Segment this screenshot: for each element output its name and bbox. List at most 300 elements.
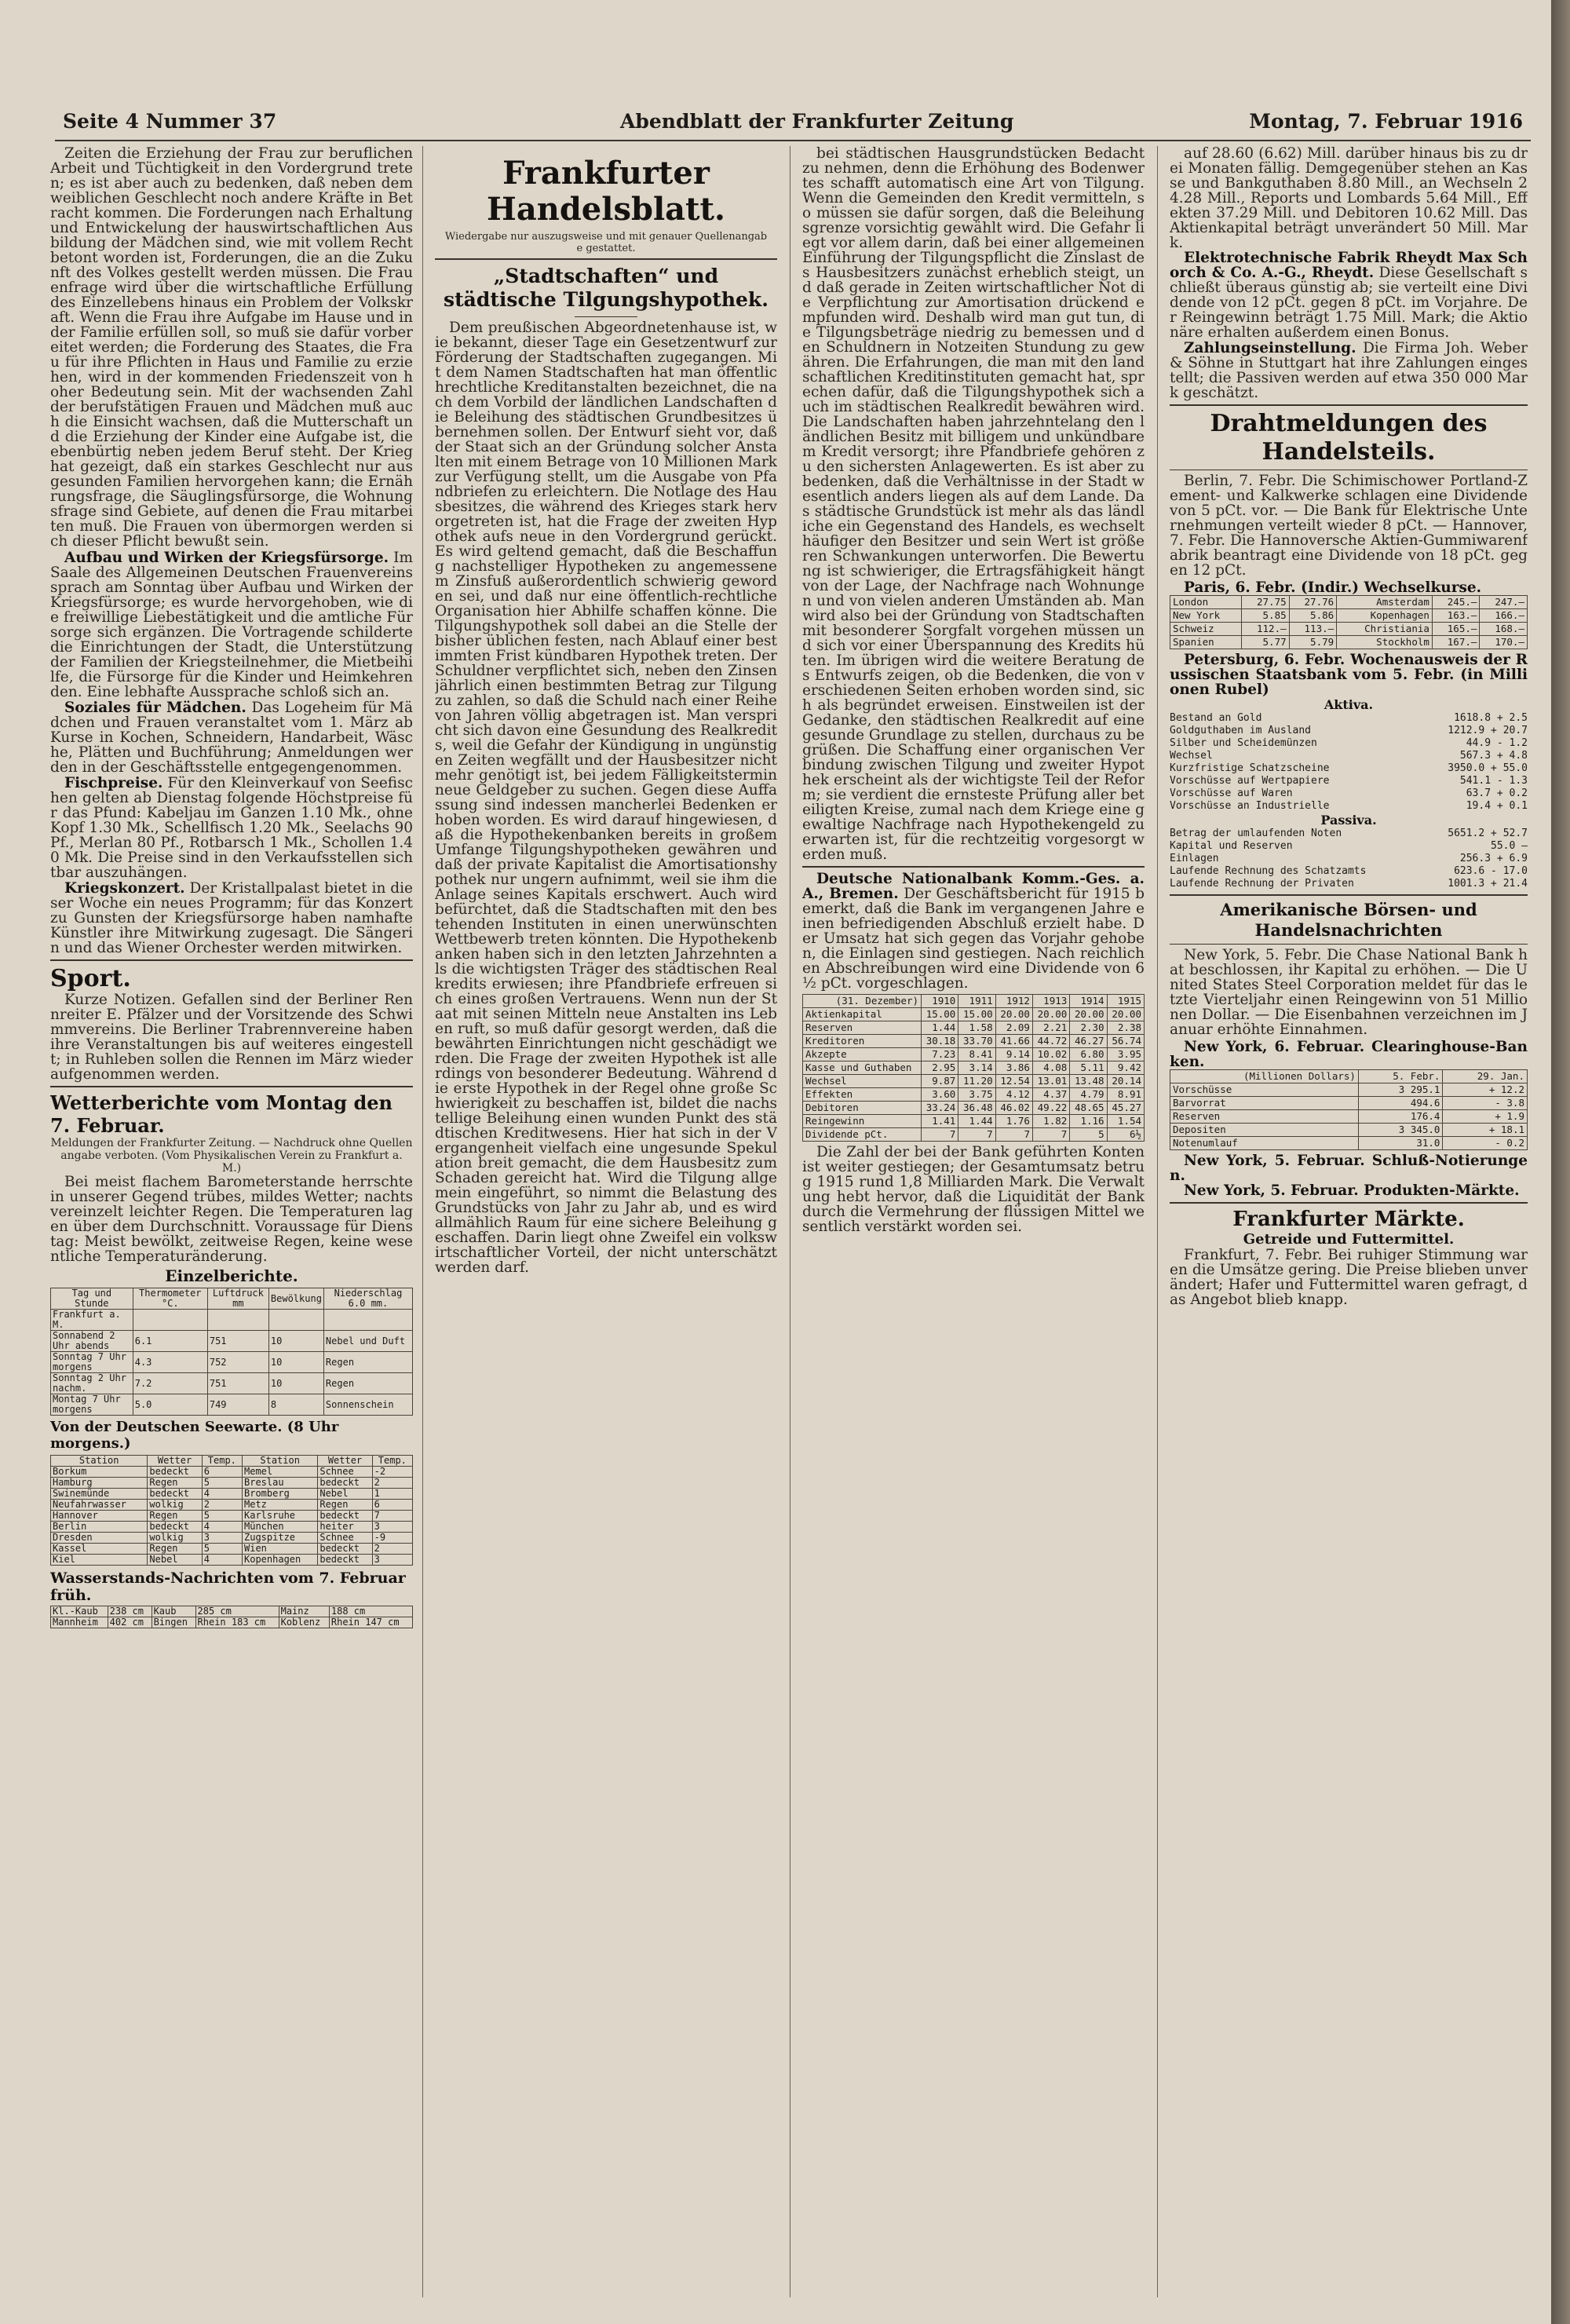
table-cell: Regen (148, 1478, 202, 1489)
divider (435, 258, 777, 260)
table-cell: Mannheim (51, 1617, 108, 1628)
table-cell: Mainz (279, 1606, 329, 1617)
item-values: 63.7 + 0.2 (1466, 787, 1528, 799)
column-1 (50, 146, 413, 2297)
drahtmeldungen-text: Berlin, 7. Febr. Die Schimischower Portland-Zement- und Kalkwerke schlagen eine Dividende von 5 pCt. vor. — Die Bank für Elektrische Unternehmungen verteilt wieder 8 pCt. — Hannover, 7. Febr. Die Hannoversche Aktien-Gummiwarenfabrik beantragt eine Dividende von 18 pCt. gegen 12 pCt. (1170, 473, 1528, 579)
item-label: Laufende Rechnung des Schatzamts (1170, 865, 1367, 877)
table-row (51, 1489, 413, 1500)
list-item (1170, 828, 1528, 840)
item-values: 5651.2 + 52.7 (1448, 828, 1528, 839)
divider (1170, 944, 1528, 945)
table-header-cell: (31. Dezember) (803, 995, 922, 1008)
table-row (1170, 1110, 1528, 1124)
table-cell: 27.76 (1289, 596, 1337, 609)
item-values: 3950.0 + 55.0 (1448, 762, 1528, 774)
table-cell: 188 cm (329, 1606, 412, 1617)
table-row (51, 1606, 413, 1617)
table-cell: 1.16 (1070, 1115, 1107, 1128)
table-cell: Reingewinn (803, 1115, 922, 1128)
list-item (1170, 840, 1528, 853)
table-cell: Stockholm (1337, 636, 1433, 649)
table-cell: Kassel (51, 1544, 148, 1555)
table-cell: 8 (268, 1394, 323, 1416)
table-cell: 7 (1032, 1128, 1069, 1142)
table-cell: 4.08 (1032, 1062, 1069, 1075)
table-cell: 2 (372, 1478, 412, 1489)
table-cell: Kl.-Kaub (51, 1606, 108, 1617)
table-row (1170, 1124, 1528, 1137)
table-cell: Kreditoren (803, 1035, 922, 1048)
clearing-table (1170, 1069, 1528, 1150)
table-cell: 5.0 (133, 1394, 207, 1416)
table-header-cell: 1911 (958, 995, 995, 1008)
article-stadtschaften: Dem preußischen Abgeordnetenhause ist, wie bekannt, dieser Tage ein Gesetzentwurf zur Förderung der Stadtschaften zugegangen. Mit dem Namen Stadtschaften hat man öffentlichrechtliche Kreditanstalten bezeichnet, die nach dem Vorbild der ländlichen Landschaften die Beleihung des städtischen Grundbesitzes übernehmen sollen. Der Entwurf sieht vor, daß der Staat sich an der Gründung solcher Anstalten mit einem Betrage von 10 Millionen Mark zur Verfügung stellt, um die Ausgabe von Pfandbriefen zu erleichtern. Die Notlage des Hausbesitzes, die während des Krieges stark hervorgetreten ist, hat die Frage der zweiten Hypothek aufs neue in den Vordergrund gerückt. Es wird geltend gemacht, daß die Beschaffung nachstelliger Hypotheken zu angemessenem Zinsfuß außerordentlich schwierig geworden sei, und daß nur eine öffentlich-rechtliche Organisation hier Abhilfe schaffen könne. Die Tilgungshypothek soll dabei an die Stelle der bisher üblichen festen, nach Ablauf einer bestimmten Frist kündbaren Hypothek treten. Der Schuldner verpflichtet sich, neben den Zinsen jährlich einen bestimmten Betrag zur Tilgung zu zahlen, so daß die Schuld nach einer Reihe von Jahren völlig abgetragen ist. Man verspricht sich davon eine Gesundung des Realkredits, weil die Gefahr der Kündigung in ungünstigen Zeiten wegfällt und der Hausbesitzer nicht mehr genötigt ist, bei jedem Fälligkeitstermin neue Geldgeber zu suchen. Gegen diese Auffassung sind indessen mancherlei Bedenken erhoben worden. Es wird darauf hingewiesen, daß die Hypothekenbanken bereits in großem Umfange Tilgungshypotheken gewähren und daß der private Kapitalist die Amortisationshypothek nur ungern aufnimmt, weil sie ihm die Anlage seines Kapitals erschwert. Auch wird befürchtet, daß die Stadtschaften mit den bestehenden Instituten in einen unerwünschten Wettbewerb treten könnten. Die Hypothekenbanken haben sich in den letzten Jahrzehnten als die wichtigsten Träger des städtischen Realkredits erwiesen; ihre Pfandbriefe erfreuen sich eines großen Vertrauens. Wenn nun der Staat mit seinen Mitteln neue Anstalten ins Leben ruft, so muß dafür gesorgt werden, daß die bewährten Einrichtungen nicht geschädigt werden. Die Frage der zweiten Hypothek ist allerdings von besonderer Bedeutung. Während die erste Hypothek in der Regel ohne große Schwierigkeit zu beschaffen ist, bildet die nachstellige Beleihung einen wunden Punkt des städtischen Kreditwesens. Hier hat sich in der Vergangenheit vielfach eine ungesunde Spekulation breit gemacht, die dem Hausbesitz zum Schaden gereicht hat. Wird die Tilgung allgemein eingeführt, so nimmt die Belastung des Grundstücks von Jahr zu Jahr ab, und es wird allmählich Raum für eine sichere Beleihung geschaffen. Darin liegt ohne Zweifel ein volkswirtschaftlicher Vorteil, der nicht unterschätzt werden darf. (435, 320, 777, 1276)
passiva-heading: Passiva. (1320, 813, 1377, 828)
table-cell: Borkum (51, 1467, 148, 1478)
table-cell: Berlin (51, 1522, 148, 1533)
divider (50, 959, 413, 961)
item-label: Goldguthaben im Ausland (1170, 725, 1312, 736)
table-cell: Nebel und Duft (323, 1331, 412, 1352)
table-cell: Schweiz (1170, 623, 1242, 636)
table-cell: 2.95 (922, 1062, 958, 1075)
table-cell: 749 (207, 1394, 268, 1416)
headline: Elektrotechnische Fabrik Rheydt Max Schorch & Co. A.-G., Rheydt. (1170, 250, 1528, 281)
table-cell: 1.58 (958, 1021, 995, 1035)
issue-date: Montag, 7. Februar 1916 (1249, 110, 1523, 133)
table-row (51, 1352, 413, 1373)
report-continuation: auf 28.60 (6.62) Mill. darüber hinaus bis zu drei Monaten fällig. Demgegenüber stehen an Kasse und Bankguthaben 8.80 Mill., an Wechseln 24.28 Mill., Reports und Lombards 5.64 Mill., Effekten 37.29 Mill. und Debitoren 10.62 Mill. Das Aktienkapital beträgt unverändert 50 Mill. Mark. (1170, 146, 1528, 251)
table-row (51, 1478, 413, 1489)
table-cell: bedeckt (148, 1522, 202, 1533)
column-2 (435, 146, 777, 2297)
table-cell: 3 (202, 1533, 242, 1544)
table-header-cell: 29. Jan. (1443, 1070, 1528, 1083)
table-cell: Amsterdam (1337, 596, 1433, 609)
table-cell: Rhein 183 cm (195, 1617, 279, 1628)
table-cell: 7.2 (133, 1373, 207, 1394)
item-values: 623.6 - 17.0 (1454, 865, 1528, 877)
table-row (803, 1102, 1145, 1115)
item-values: 1001.3 + 21.4 (1448, 878, 1528, 890)
maerkte-text: Frankfurt, 7. Febr. Bei ruhiger Stimmung waren die Umsätze gering. Die Preise blieben unverändert; Hafer und Futtermittel waren gefragt, das Angebot blieb knapp. (1170, 1247, 1528, 1308)
table-cell: 33.24 (922, 1102, 958, 1115)
paris-heading: Paris, 6. Febr. (Indir.) Wechselkurse. (1184, 579, 1482, 596)
table-cell: 165.— (1432, 623, 1480, 636)
table-cell: 20.00 (1107, 1008, 1144, 1021)
item-label: Silber und Scheidemünzen (1170, 737, 1317, 749)
table-row (803, 1021, 1145, 1035)
table-cell: Nebel (318, 1489, 372, 1500)
table-row (51, 1373, 413, 1394)
table-cell: bedeckt (318, 1511, 372, 1522)
table-cell: Bingen (152, 1617, 195, 1628)
table-cell: Sonntag 7 Uhr morgens (51, 1352, 133, 1373)
table-cell: Vorschüsse (1170, 1083, 1359, 1097)
wasserstand-table (50, 1606, 413, 1628)
table-row (803, 1035, 1145, 1048)
headline: Deutsche Nationalbank Komm.-Ges. a. A., Bremen. (802, 871, 1145, 902)
table-cell: - 3.8 (1443, 1097, 1528, 1110)
table-cell: 5.11 (1070, 1062, 1107, 1075)
table-row (1170, 1083, 1528, 1097)
table-cell: 163.— (1432, 609, 1480, 623)
table-cell: 44.72 (1032, 1035, 1069, 1048)
table-cell: 3 (372, 1555, 412, 1566)
item-values: 1212.9 + 20.7 (1448, 725, 1528, 736)
table-cell: Kopenhagen (1337, 609, 1433, 623)
item-label: Vorschüsse auf Waren (1170, 787, 1293, 799)
table-cell: 5.77 (1242, 636, 1290, 649)
masthead-note: Wiedergabe nur auszugsweise und mit genauer Quellenangabe gestattet. (444, 231, 768, 254)
table-row (1170, 636, 1528, 649)
table-header-cell: Thermometer °C. (133, 1288, 207, 1310)
table-row (51, 1617, 413, 1628)
aktiva-heading: Aktiva. (1324, 697, 1374, 712)
table-cell: 5.85 (1242, 609, 1290, 623)
table-cell: 1.54 (1107, 1115, 1144, 1128)
table-cell: 15.00 (922, 1008, 958, 1021)
divider (50, 1086, 413, 1087)
headline: Fischpreise. (64, 775, 163, 791)
list-item (1170, 737, 1528, 750)
handelsblatt-masthead: Frankfurter Handelsblatt. (487, 155, 725, 228)
table-cell (323, 1310, 412, 1331)
table-cell: 11.20 (958, 1075, 995, 1088)
table-header-cell: (Millionen Dollars) (1170, 1070, 1359, 1083)
item-label: Kurzfristige Schatzscheine (1170, 762, 1330, 774)
table-cell: Notenumlauf (1170, 1137, 1359, 1150)
table-cell: 113.— (1289, 623, 1337, 636)
table-row (51, 1310, 413, 1331)
sport-heading: Sport. (50, 965, 131, 992)
aktiva-list (1170, 712, 1528, 813)
table-cell: 2.21 (1032, 1021, 1069, 1035)
table-cell: 166.— (1480, 609, 1528, 623)
table-cell: 7 (372, 1511, 412, 1522)
table-cell (133, 1310, 207, 1331)
headline: Soziales für Mädchen. (64, 700, 246, 716)
weather-note: Meldungen der Frankfurter Zeitung. — Nachdruck ohne Quellenangabe verboten. (Vom Physikalischen Verein zu Frankfurt a. M.) (50, 1137, 413, 1175)
table-cell: Schnee (318, 1467, 372, 1478)
table-cell: 5.86 (1289, 609, 1337, 623)
table-cell: 4.3 (133, 1352, 207, 1373)
table-cell: 49.22 (1032, 1102, 1069, 1115)
table-cell: Kasse und Guthaben (803, 1062, 922, 1075)
table-cell: Karlsruhe (243, 1511, 318, 1522)
table-cell: 20.00 (1070, 1008, 1107, 1021)
table-cell: Regen (323, 1373, 412, 1394)
bank-report-cont: Die Zahl der bei der Bank geführten Konten ist weiter gestiegen; der Gesamtumsatz betrug 1915 rund 1,8 Milliarden Mark. Die Verwaltung hebt hervor, daß die Liquidität der Bank durch die Vermehrung der flüssigen Mittel wesentlich verstärkt worden sei. (802, 1144, 1145, 1235)
produkten-heading: New York, 5. Februar. Produkten-Märkte. (1184, 1182, 1520, 1199)
table-cell: 7.23 (922, 1048, 958, 1062)
table-cell: Hamburg (51, 1478, 148, 1489)
list-item (1170, 762, 1528, 775)
column-3 (802, 146, 1145, 2297)
headline: Kriegskonzert. (64, 880, 185, 897)
table-cell: 751 (207, 1373, 268, 1394)
item-label: Kapital und Reserven (1170, 840, 1293, 852)
table-cell: 2 (372, 1544, 412, 1555)
table-cell: 3.14 (958, 1062, 995, 1075)
table-cell: Regen (148, 1544, 202, 1555)
column-separator (1157, 146, 1158, 2297)
table-cell: 15.00 (958, 1008, 995, 1021)
table-cell: 46.02 (995, 1102, 1032, 1115)
table-cell: Memel (243, 1467, 318, 1478)
table-row (51, 1500, 413, 1511)
item-values: 44.9 - 1.2 (1466, 737, 1528, 749)
table-cell: 3 (372, 1522, 412, 1533)
table-cell: -2 (372, 1467, 412, 1478)
item-label: Laufende Rechnung der Privaten (1170, 878, 1354, 890)
table-cell (268, 1310, 323, 1331)
table-cell: 10 (268, 1331, 323, 1352)
table-header-cell: Wetter (148, 1456, 202, 1467)
item-values: 1618.8 + 2.5 (1454, 712, 1528, 724)
table-cell: 5 (202, 1511, 242, 1522)
list-item (1170, 787, 1528, 800)
table-cell: 247.— (1480, 596, 1528, 609)
list-item (1170, 712, 1528, 725)
table-header-cell: 1913 (1032, 995, 1069, 1008)
table-cell: 1 (372, 1489, 412, 1500)
table-cell: 56.74 (1107, 1035, 1144, 1048)
seewarte-table (50, 1455, 413, 1566)
table-cell: 168.— (1480, 623, 1528, 636)
table-row (803, 1062, 1145, 1075)
table-cell: 36.48 (958, 1102, 995, 1115)
table-row (1170, 623, 1528, 636)
table-cell: Sonntag 2 Uhr nachm. (51, 1373, 133, 1394)
item-label: Betrag der umlaufenden Noten (1170, 828, 1342, 839)
table-cell: Schnee (318, 1533, 372, 1544)
item-label: Bestand an Gold (1170, 712, 1262, 724)
table-cell: Kaub (152, 1606, 195, 1617)
table-cell: London (1170, 596, 1242, 609)
column-separator (422, 146, 423, 2297)
table-cell: Spanien (1170, 636, 1242, 649)
table-cell: 10 (268, 1352, 323, 1373)
item-label: Vorschüsse an Industrielle (1170, 800, 1330, 812)
table-cell: 3.95 (1107, 1048, 1144, 1062)
divider (802, 866, 1145, 868)
table-cell: 13.01 (1032, 1075, 1069, 1088)
table-cell: Kopenhagen (243, 1555, 318, 1566)
table-cell: Barvorrat (1170, 1097, 1359, 1110)
table-cell: 2 (202, 1500, 242, 1511)
article-frauen: Zeiten die Erziehung der Frau zur beruflichen Arbeit und Tüchtigkeit in den Vordergrund treten; es ist aber auch zu bedenken, daß neben dem weiblichen Geschlecht noch andere Kräfte in Betracht kommen. Die Forderungen nach Erhaltung und Entwickelung der hauswirtschaftlichen Ausbildung der Mädchen sind, wie mit vollem Recht betont worden ist, Forderungen, die an die Zukunft des Volkes gestellt werden müssen. Die Frauenfrage wird über die wirtschaftliche Erfüllung des Einzellebens hinaus ein Problem der Volkskraft. Wenn die Frau ihre Aufgabe im Hause und in der Familie erfüllen soll, so muß sie dafür vorbereitet werden; die Forderung des Staates, die Frau für ihre Pflichten in Haus und Familie zu erziehen, wird in der kommenden Friedenszeit von hoher Bedeutung sein. Mit der wachsenden Zahl der berufstätigen Frauen und Mädchen muß auch die Einsicht wachsen, daß die Mutterschaft und die Erziehung der Kinder eine Aufgabe ist, die ebenbürtig neben jedem Beruf steht. Der Krieg hat gezeigt, daß ein starkes Geschlecht nur aus gesunden Familien hervorgehen kann; die Ernährungsfrage, die Säuglingsfürsorge, die Wohnungsfrage sind Gebiete, auf denen die Frau mitarbeiten muß. Die Frauen von übermorgen werden sich dieser Pflicht bewußt sein. (50, 146, 413, 550)
table-cell: 6 (202, 1467, 242, 1478)
weather-table (50, 1288, 413, 1416)
item-label: Vorschüsse auf Wertpapiere (1170, 775, 1330, 787)
list-item (1170, 878, 1528, 890)
table-cell: 1.44 (922, 1021, 958, 1035)
table-cell: 9.87 (922, 1075, 958, 1088)
table-cell: Depositen (1170, 1124, 1359, 1137)
table-row (803, 1008, 1145, 1021)
table-cell: wolkig (148, 1533, 202, 1544)
table-cell: Nebel (148, 1555, 202, 1566)
divider (1170, 1202, 1528, 1204)
list-item (1170, 800, 1528, 813)
table-cell: Breslau (243, 1478, 318, 1489)
petersburg-heading: Petersburg, 6. Febr. Wochenausweis der Russischen Staatsbank vom 5. Febr. (in Millionen Rubel) (1170, 652, 1528, 698)
table-cell: Metz (243, 1500, 318, 1511)
table-cell: 6 (372, 1500, 412, 1511)
table-cell: 2.38 (1107, 1021, 1144, 1035)
page-header (55, 108, 1531, 141)
table-cell: Sonnenschein (323, 1394, 412, 1416)
table-cell: Kiel (51, 1555, 148, 1566)
table-cell: Christiania (1337, 623, 1433, 636)
headline: Zahlungseinstellung. (1184, 340, 1356, 356)
item-values: 19.4 + 0.1 (1466, 800, 1528, 812)
table-cell: Frankfurt a. M. (51, 1310, 133, 1331)
table-cell: Dividende pCt. (803, 1128, 922, 1142)
table-cell: 13.48 (1070, 1075, 1107, 1088)
headline: Aufbau und Wirken der Kriegsfürsorge. (64, 550, 389, 566)
table-cell: 1.41 (922, 1115, 958, 1128)
table-cell: 4.37 (1032, 1088, 1069, 1102)
table-cell: 8.91 (1107, 1088, 1144, 1102)
table-cell: 3.75 (958, 1088, 995, 1102)
item-values: 567.3 + 4.8 (1459, 750, 1528, 762)
table-header-cell: 5. Febr. (1358, 1070, 1443, 1083)
table-row (803, 1075, 1145, 1088)
table-cell: Bromberg (243, 1489, 318, 1500)
news-kriegsfuersorge: Aufbau und Wirken der Kriegsfürsorge. Im Saale des Allgemeinen Deutschen Frauenvereins sprach am Sonntag über Aufbau und Wirken der Kriegsfürsorge; es wurde hervorgehoben, wie die freiwillige Liebestätigkeit und die amtliche Fürsorge sich ergänzen. Die Vortragende schilderte die Einrichtungen der Stadt, die Unterstützung der Familien der Kriegsteilnehmer, die Mietbeihilfe, die Fürsorge für die Kinder und Heimkehrenden. Eine lebhafte Aussprache schloß sich an. Soziales für Mädchen. Das Logeheim für Mädchen und Frauen veranstaltet vom 1. März ab Kurse in Kochen, Schneidern, Handarbeit, Wäsche, Plätten und Buchführung; Anmeldungen werden in der Geschäftsstelle entgegengenommen. Fischpreise. Für den Kleinverkauf von Seefischen gelten ab Dienstag folgende Höchstpreise für das Pfund: Kabeljau im Ganzen 1.10 Mk., ohne Kopf 1.30 Mk., Schellfisch 1.20 Mk., Seelachs 90 Pf., Merlan 80 Pf., Rotbarsch 1 Mk., Schollen 1.40 Mk. Die Preise sind in den Verkaufsstellen sichtbar auszuhängen. Kriegskonzert. Der Kristallpalast bietet in dieser Woche ein neues Programm; für das Konzert zu Gunsten der Kriegsfürsorge haben namhafte Künstler ihre Mitwirkung zugesagt. Die Sängerin und das Wiener Orchester werden mitwirken. (50, 550, 413, 956)
table-cell: 1.82 (1032, 1115, 1069, 1128)
table-cell: 20.14 (1107, 1075, 1144, 1088)
table-cell: 7 (958, 1128, 995, 1142)
table-cell: 2.30 (1070, 1021, 1107, 1035)
table-cell: 5 (202, 1544, 242, 1555)
table-cell: 4 (202, 1489, 242, 1500)
list-item (1170, 725, 1528, 737)
table-cell (207, 1310, 268, 1331)
table-cell: Neufahrwasser (51, 1500, 148, 1511)
list-item (1170, 865, 1528, 878)
table-cell: 45.27 (1107, 1102, 1144, 1115)
table-cell: + 18.1 (1443, 1124, 1528, 1137)
sport-text: Kurze Notizen. Gefallen sind der Berliner Rennreiter E. Pfälzer und der Vorsitzende des Schwimmvereins. Die Berliner Trabrennvereine haben ihre Veranstaltungen bis auf weiteres eingestellt; in Ruhleben sollen die Rennen im März wieder aufgenommen werden. (50, 992, 413, 1083)
table-header-cell: 1912 (995, 995, 1032, 1008)
table-cell: 10.02 (1032, 1048, 1069, 1062)
getreide-subheading: Getreide und Futtermittel. (1243, 1231, 1455, 1248)
divider (1170, 404, 1528, 406)
elektro-report: Elektrotechnische Fabrik Rheydt Max Schorch & Co. A.-G., Rheydt. Diese Gesellschaft schließt überaus günstig ab; sie verteilt eine Dividende von 12 pCt. gegen 8 pCt. im Vorjahre. Der Reingewinn beträgt 1.75 Mill. Mark; die Aktionäre erhalten außerdem einen Bonus. Zahlungseinstellung. Die Firma Joh. Weber & Söhne in Stuttgart hat ihre Zahlungen eingestellt; die Passiven werden auf etwa 350 000 Mark geschätzt. (1170, 250, 1528, 401)
table-row (51, 1544, 413, 1555)
column-4 (1170, 146, 1528, 2297)
table-cell: -9 (372, 1533, 412, 1544)
item-values: 256.3 + 6.9 (1459, 853, 1528, 864)
list-item (1170, 775, 1528, 787)
table-cell: Aktienkapital (803, 1008, 922, 1021)
table-cell: Sonnabend 2 Uhr abends (51, 1331, 133, 1352)
amerikanische-text: New York, 5. Febr. Die Chase National Bank hat beschlossen, ihr Kapital zu erhöhen. — Die United States Steel Corporation meldet für das letzte Vierteljahr einen Reingewinn von 51 Millionen Dollar. — Die Eisenbahnen verzeichnen im Januar erhöhte Einnahmen. (1170, 947, 1528, 1038)
table-row (1170, 596, 1528, 609)
divider (1170, 894, 1528, 896)
clearing-heading: New York, 6. Februar. Clearinghouse-Banken. (1170, 1039, 1528, 1070)
table-row (803, 1115, 1145, 1128)
table-header-cell: 1915 (1107, 995, 1144, 1008)
table-row (51, 1394, 413, 1416)
table-cell: 33.70 (958, 1035, 995, 1048)
table-header-cell: Temp. (202, 1456, 242, 1467)
table-cell: 6½ (1107, 1128, 1144, 1142)
table-cell: 20.00 (995, 1008, 1032, 1021)
table-row (51, 1533, 413, 1544)
table-row (51, 1555, 413, 1566)
table-cell: 285 cm (195, 1606, 279, 1617)
table-cell: 3.86 (995, 1062, 1032, 1075)
table-cell: 4.12 (995, 1088, 1032, 1102)
weather-heading: Wetterberichte vom Montag den 7. Februar. (50, 1091, 392, 1137)
table-row (803, 1048, 1145, 1062)
item-label: Einlagen (1170, 853, 1219, 864)
table-row (51, 1522, 413, 1533)
table-cell: 31.0 (1358, 1137, 1443, 1150)
table-row (803, 1128, 1145, 1142)
table-cell: 48.65 (1070, 1102, 1107, 1115)
table-cell: 9.42 (1107, 1062, 1144, 1075)
table-cell: 9.14 (995, 1048, 1032, 1062)
paris-exchange-table (1170, 595, 1528, 649)
table-cell: bedeckt (318, 1544, 372, 1555)
table-row (51, 1331, 413, 1352)
table-cell: 8.41 (958, 1048, 995, 1062)
table-cell: 7 (922, 1128, 958, 1142)
table-cell: bedeckt (318, 1478, 372, 1489)
table-cell: 238 cm (108, 1606, 152, 1617)
table-cell: 5 (1070, 1128, 1107, 1142)
table-cell: 6.1 (133, 1331, 207, 1352)
table-cell: 3 295.1 (1358, 1083, 1443, 1097)
table-header-cell: 1910 (922, 995, 958, 1008)
item-values: 541.1 - 1.3 (1459, 775, 1528, 787)
table-row (1170, 609, 1528, 623)
balance-table (802, 994, 1145, 1142)
table-cell: wolkig (148, 1500, 202, 1511)
table-header-cell: Station (243, 1456, 318, 1467)
table-cell: - 0.2 (1443, 1137, 1528, 1150)
page-edge-shadow (1551, 0, 1570, 2324)
table-cell: heiter (318, 1522, 372, 1533)
table-cell: 4 (202, 1555, 242, 1566)
table-cell: + 1.9 (1443, 1110, 1528, 1124)
table-cell: 170.— (1480, 636, 1528, 649)
frankfurter-maerkte-heading: Frankfurter Märkte. (1232, 1208, 1465, 1231)
table-row (1170, 1097, 1528, 1110)
table-cell: 6.80 (1070, 1048, 1107, 1062)
table-cell: 12.54 (995, 1075, 1032, 1088)
table-cell: Rhein 147 cm (329, 1617, 412, 1628)
table-cell: 167.— (1432, 636, 1480, 649)
table-cell: Hannover (51, 1511, 148, 1522)
table-cell: 751 (207, 1331, 268, 1352)
bank-report: Deutsche Nationalbank Komm.-Ges. a. A., Bremen. Der Geschäftsbericht für 1915 bemerkt, daß die Bank im vergangenen Jahre einen befriedigenden Abschluß erzielt habe. Der Umsatz hat sich gegen das Vorjahr gehoben, die Einlagen sind gestiegen. Nach reichlichen Abschreibungen wird eine Dividende von 6½ pCt. vorgeschlagen. (802, 871, 1145, 992)
table-cell: Wien (243, 1544, 318, 1555)
schluss-heading: New York, 5. Februar. Schluß-Notierungen. (1170, 1153, 1528, 1184)
table-cell: Montag 7 Uhr morgens (51, 1394, 133, 1416)
article-title: „Stadtschaften“ und städtische Tilgungshypothek. (444, 265, 769, 311)
table-cell: 5 (202, 1478, 242, 1489)
table-header-cell: Wetter (318, 1456, 372, 1467)
table-cell: bedeckt (318, 1555, 372, 1566)
table-cell: bedeckt (148, 1489, 202, 1500)
table-cell: 245.— (1432, 596, 1480, 609)
